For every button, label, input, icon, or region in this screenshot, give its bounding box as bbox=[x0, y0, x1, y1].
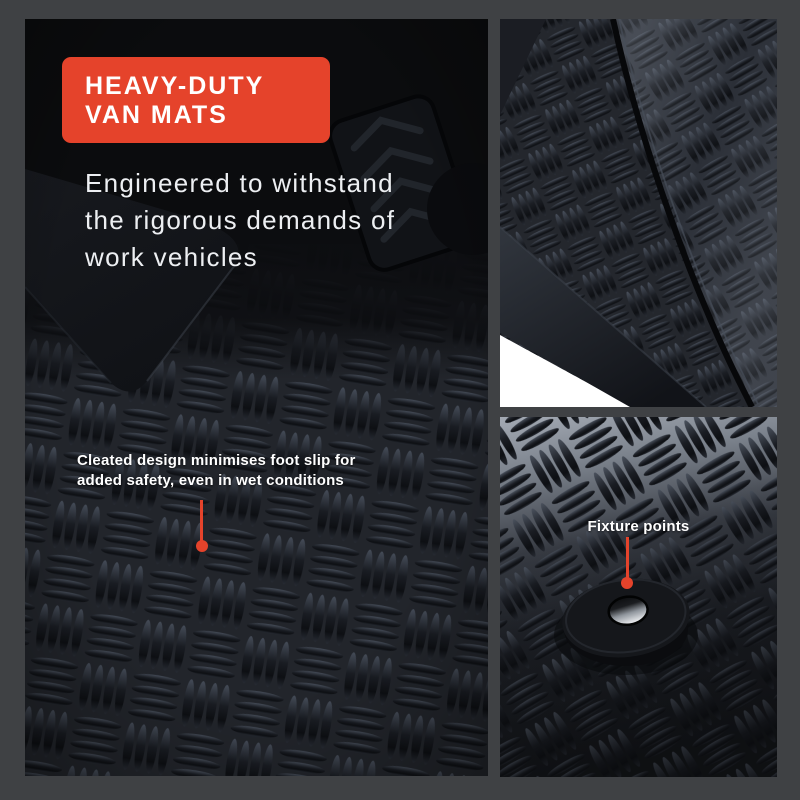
main-photo-panel bbox=[25, 19, 488, 776]
callout-pointer-line bbox=[626, 537, 629, 579]
fixture-points-callout: Fixture points bbox=[587, 518, 690, 535]
fixture-point-photo bbox=[500, 417, 777, 777]
cleated-callout-line2: added safety, even in wet conditions bbox=[77, 472, 344, 489]
callout-pointer-dot bbox=[621, 577, 633, 589]
subtitle-line3: work vehicles bbox=[85, 242, 258, 272]
stacked-mats-photo bbox=[500, 19, 777, 407]
headline-line1: HEAVY-DUTY bbox=[85, 72, 265, 100]
subtitle-line2: the rigorous demands of bbox=[85, 205, 396, 235]
subtitle-line1: Engineered to withstand bbox=[85, 168, 394, 198]
headline-badge bbox=[62, 57, 330, 143]
fixture-point-panel bbox=[500, 417, 777, 777]
cleated-callout-line1: Cleated design minimises foot slip for bbox=[77, 452, 356, 469]
headline-line2: VAN MATS bbox=[85, 101, 228, 129]
stacked-mats-panel bbox=[500, 19, 777, 407]
callout-pointer-dot bbox=[196, 540, 208, 552]
callout-pointer-line bbox=[200, 500, 203, 542]
cleated-design-callout bbox=[77, 451, 355, 491]
subtitle-text bbox=[85, 165, 395, 276]
